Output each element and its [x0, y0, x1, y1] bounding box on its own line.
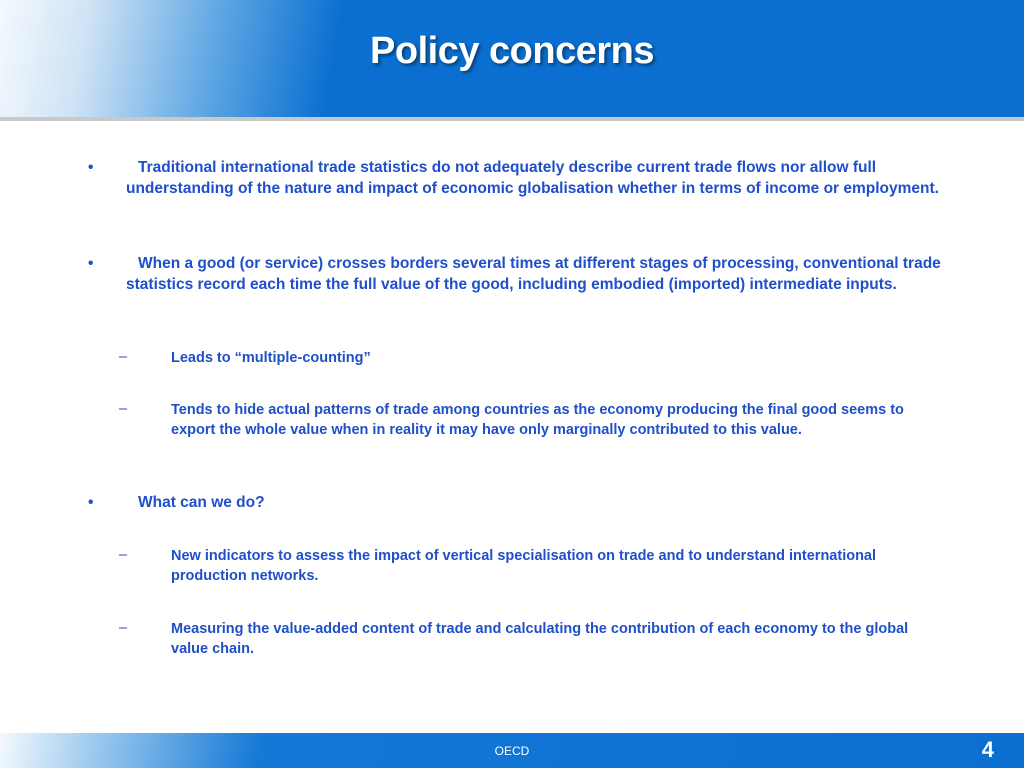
sub-bullet-text: Tends to hide actual patterns of trade among countries as the economy producing the final good seems to export the whole value when in reality it may have only marginally contributed to this value.: [171, 402, 904, 438]
bullet-item: [88, 493, 956, 514]
bullet-marker: •: [88, 255, 94, 272]
sub-bullet-text: Measuring the value-added content of trade and calculating the contribution of each economy to the global value chain.: [171, 621, 909, 657]
sub-bullet-item: [119, 547, 931, 586]
bullet-text: What can we do?: [138, 494, 265, 511]
bullet-item: [88, 158, 956, 199]
sub-bullet-text: New indicators to assess the impact of vertical specialisation on trade and to understand international production networks.: [171, 548, 877, 584]
sub-bullet-item: [119, 620, 931, 659]
bullet-text: Traditional international trade statistics do not adequately describe current trade flows nor allow full understanding of the nature and impact of economic globalisation whether in terms of income or employment.: [126, 159, 939, 197]
bullet-text: When a good (or service) crosses borders several times at different stages of processing, conventional trade statistics record each time the full value of the good, including embodied (imported) intermediate inputs.: [126, 255, 941, 293]
sub-bullet-item: [119, 349, 931, 369]
sub-bullet-item: [119, 401, 931, 440]
slide-header: [0, 0, 1024, 121]
dash-marker: –: [119, 547, 128, 563]
page-number: 4: [981, 737, 994, 762]
slide-footer: [0, 733, 1024, 768]
sub-bullet-text: Leads to “multiple-counting”: [171, 350, 371, 366]
dash-marker: –: [119, 620, 128, 636]
dash-marker: –: [119, 401, 128, 417]
slide-title: Policy concerns: [370, 30, 654, 72]
bullet-marker: •: [88, 159, 94, 176]
bullet-marker: •: [88, 494, 94, 511]
dash-marker: –: [119, 349, 128, 365]
footer-organization: OECD: [494, 744, 530, 758]
bullet-item: [88, 254, 956, 295]
